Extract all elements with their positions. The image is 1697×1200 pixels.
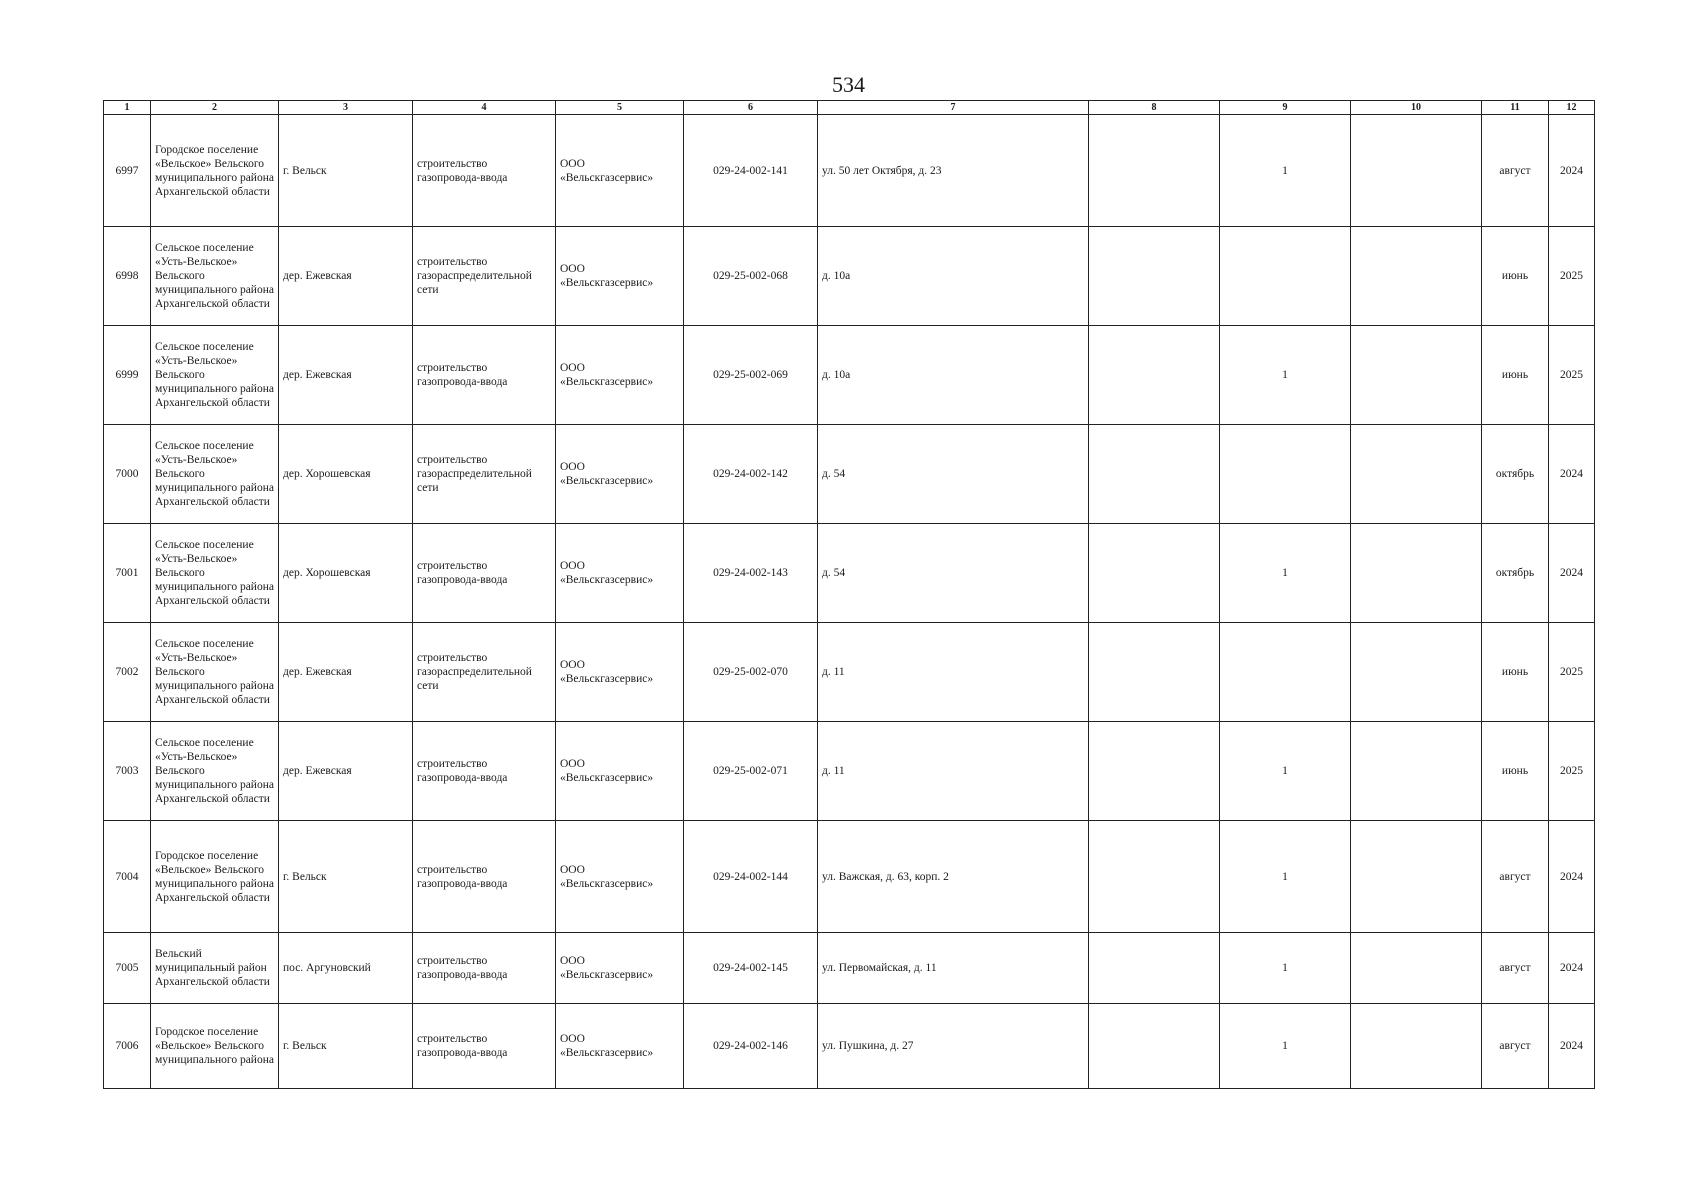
locality-cell: дер. Ежевская: [279, 623, 413, 722]
municipality-cell: Вельский муниципальный район Архангельской области: [151, 933, 279, 1004]
work-type-cell: строительство газопровода-ввода: [413, 1004, 556, 1089]
row-number-cell: 7004: [104, 821, 151, 933]
work-type-cell: строительство газопровода-ввода: [413, 524, 556, 623]
count-cell: 1: [1220, 326, 1351, 425]
month-cell: июнь: [1482, 326, 1549, 425]
organization-cell: ООО «Вельскгазсервис»: [556, 821, 684, 933]
locality-cell: дер. Ежевская: [279, 326, 413, 425]
row-number-cell: 6999: [104, 326, 151, 425]
municipality-cell: Сельское поселение «Усть-Вельское» Вельского муниципального района Архангельской области: [151, 524, 279, 623]
organization-cell: ООО «Вельскгазсервис»: [556, 326, 684, 425]
count-cell: 1: [1220, 821, 1351, 933]
object-code-cell: 029-25-002-069: [684, 326, 818, 425]
column-8-cell: [1089, 821, 1220, 933]
count-cell: [1220, 623, 1351, 722]
work-type-cell: строительство газопровода-ввода: [413, 722, 556, 821]
count-cell: 1: [1220, 933, 1351, 1004]
locality-cell: дер. Хорошевская: [279, 425, 413, 524]
table-row: [104, 933, 1595, 1004]
count-cell: [1220, 227, 1351, 326]
municipality-cell: Сельское поселение «Усть-Вельское» Вельского муниципального района Архангельской области: [151, 623, 279, 722]
column-header: 12: [1549, 101, 1595, 115]
municipality-cell: Сельское поселение «Усть-Вельское» Вельского муниципального района Архангельской области: [151, 722, 279, 821]
year-cell: 2025: [1549, 623, 1595, 722]
address-cell: д. 11: [818, 623, 1089, 722]
year-cell: 2024: [1549, 425, 1595, 524]
year-cell: 2024: [1549, 524, 1595, 623]
organization-cell: ООО «Вельскгазсервис»: [556, 1004, 684, 1089]
work-type-cell: строительство газораспределительной сети: [413, 623, 556, 722]
object-code-cell: 029-24-002-146: [684, 1004, 818, 1089]
column-header: 10: [1351, 101, 1482, 115]
locality-cell: г. Вельск: [279, 115, 413, 227]
column-8-cell: [1089, 227, 1220, 326]
year-cell: 2024: [1549, 115, 1595, 227]
object-code-cell: 029-24-002-142: [684, 425, 818, 524]
column-header: 7: [818, 101, 1089, 115]
work-type-cell: строительство газораспределительной сети: [413, 425, 556, 524]
organization-cell: ООО «Вельскгазсервис»: [556, 933, 684, 1004]
address-cell: ул. 50 лет Октября, д. 23: [818, 115, 1089, 227]
month-cell: август: [1482, 115, 1549, 227]
locality-cell: пос. Аргуновский: [279, 933, 413, 1004]
column-10-cell: [1351, 227, 1482, 326]
row-number-cell: 6997: [104, 115, 151, 227]
row-number-cell: 7001: [104, 524, 151, 623]
column-8-cell: [1089, 1004, 1220, 1089]
address-cell: д. 54: [818, 524, 1089, 623]
table-row: [104, 227, 1595, 326]
organization-cell: ООО «Вельскгазсервис»: [556, 722, 684, 821]
count-cell: 1: [1220, 722, 1351, 821]
count-cell: 1: [1220, 1004, 1351, 1089]
month-cell: октябрь: [1482, 425, 1549, 524]
column-8-cell: [1089, 425, 1220, 524]
locality-cell: дер. Ежевская: [279, 722, 413, 821]
row-number-cell: 7006: [104, 1004, 151, 1089]
table-row: [104, 722, 1595, 821]
table-row: [104, 623, 1595, 722]
object-code-cell: 029-25-002-070: [684, 623, 818, 722]
work-type-cell: строительство газораспределительной сети: [413, 227, 556, 326]
table-row: [104, 115, 1595, 227]
row-number-cell: 7005: [104, 933, 151, 1004]
municipality-cell: Сельское поселение «Усть-Вельское» Вельского муниципального района Архангельской области: [151, 425, 279, 524]
column-header: 11: [1482, 101, 1549, 115]
locality-cell: дер. Хорошевская: [279, 524, 413, 623]
locality-cell: дер. Ежевская: [279, 227, 413, 326]
organization-cell: ООО «Вельскгазсервис»: [556, 623, 684, 722]
municipality-cell: Городское поселение «Вельское» Вельского муниципального района Архангельской области: [151, 821, 279, 933]
month-cell: август: [1482, 821, 1549, 933]
month-cell: июнь: [1482, 722, 1549, 821]
table-row: [104, 1004, 1595, 1089]
table-row: [104, 821, 1595, 933]
column-header: 5: [556, 101, 684, 115]
column-header: 9: [1220, 101, 1351, 115]
row-number-cell: 7000: [104, 425, 151, 524]
year-cell: 2025: [1549, 722, 1595, 821]
column-8-cell: [1089, 933, 1220, 1004]
municipality-cell: Городское поселение «Вельское» Вельского муниципального района: [151, 1004, 279, 1089]
address-cell: д. 11: [818, 722, 1089, 821]
row-number-cell: 7003: [104, 722, 151, 821]
column-10-cell: [1351, 821, 1482, 933]
column-10-cell: [1351, 722, 1482, 821]
column-10-cell: [1351, 1004, 1482, 1089]
month-cell: октябрь: [1482, 524, 1549, 623]
column-8-cell: [1089, 115, 1220, 227]
page-number: 534: [832, 72, 865, 97]
column-10-cell: [1351, 623, 1482, 722]
column-8-cell: [1089, 722, 1220, 821]
column-10-cell: [1351, 425, 1482, 524]
year-cell: 2025: [1549, 227, 1595, 326]
year-cell: 2024: [1549, 821, 1595, 933]
row-number-cell: 7002: [104, 623, 151, 722]
address-cell: д. 10а: [818, 326, 1089, 425]
registry-table: [103, 100, 1595, 1089]
organization-cell: ООО «Вельскгазсервис»: [556, 524, 684, 623]
table-row: [104, 524, 1595, 623]
address-cell: д. 54: [818, 425, 1089, 524]
object-code-cell: 029-24-002-144: [684, 821, 818, 933]
organization-cell: ООО «Вельскгазсервис»: [556, 115, 684, 227]
object-code-cell: 029-25-002-068: [684, 227, 818, 326]
address-cell: д. 10а: [818, 227, 1089, 326]
address-cell: ул. Важская, д. 63, корп. 2: [818, 821, 1089, 933]
object-code-cell: 029-24-002-141: [684, 115, 818, 227]
column-10-cell: [1351, 326, 1482, 425]
column-header: 2: [151, 101, 279, 115]
object-code-cell: 029-24-002-143: [684, 524, 818, 623]
column-8-cell: [1089, 326, 1220, 425]
year-cell: 2024: [1549, 1004, 1595, 1089]
organization-cell: ООО «Вельскгазсервис»: [556, 425, 684, 524]
work-type-cell: строительство газопровода-ввода: [413, 326, 556, 425]
organization-cell: ООО «Вельскгазсервис»: [556, 227, 684, 326]
object-code-cell: 029-25-002-071: [684, 722, 818, 821]
column-header: 8: [1089, 101, 1220, 115]
count-cell: [1220, 425, 1351, 524]
work-type-cell: строительство газопровода-ввода: [413, 933, 556, 1004]
locality-cell: г. Вельск: [279, 821, 413, 933]
address-cell: ул. Пушкина, д. 27: [818, 1004, 1089, 1089]
work-type-cell: строительство газопровода-ввода: [413, 821, 556, 933]
column-10-cell: [1351, 933, 1482, 1004]
count-cell: 1: [1220, 115, 1351, 227]
column-10-cell: [1351, 115, 1482, 227]
count-cell: 1: [1220, 524, 1351, 623]
municipality-cell: Городское поселение «Вельское» Вельского муниципального района Архангельской области: [151, 115, 279, 227]
month-cell: июнь: [1482, 623, 1549, 722]
column-10-cell: [1351, 524, 1482, 623]
municipality-cell: Сельское поселение «Усть-Вельское» Вельского муниципального района Архангельской области: [151, 326, 279, 425]
table-row: [104, 425, 1595, 524]
column-8-cell: [1089, 524, 1220, 623]
column-header: 4: [413, 101, 556, 115]
column-header: 1: [104, 101, 151, 115]
header-row: [104, 101, 1595, 115]
object-code-cell: 029-24-002-145: [684, 933, 818, 1004]
column-header: 6: [684, 101, 818, 115]
column-8-cell: [1089, 623, 1220, 722]
work-type-cell: строительство газопровода-ввода: [413, 115, 556, 227]
month-cell: август: [1482, 1004, 1549, 1089]
table-row: [104, 326, 1595, 425]
municipality-cell: Сельское поселение «Усть-Вельское» Вельского муниципального района Архангельской области: [151, 227, 279, 326]
locality-cell: г. Вельск: [279, 1004, 413, 1089]
month-cell: июнь: [1482, 227, 1549, 326]
column-header: 3: [279, 101, 413, 115]
year-cell: 2025: [1549, 326, 1595, 425]
year-cell: 2024: [1549, 933, 1595, 1004]
row-number-cell: 6998: [104, 227, 151, 326]
address-cell: ул. Первомайская, д. 11: [818, 933, 1089, 1004]
month-cell: август: [1482, 933, 1549, 1004]
